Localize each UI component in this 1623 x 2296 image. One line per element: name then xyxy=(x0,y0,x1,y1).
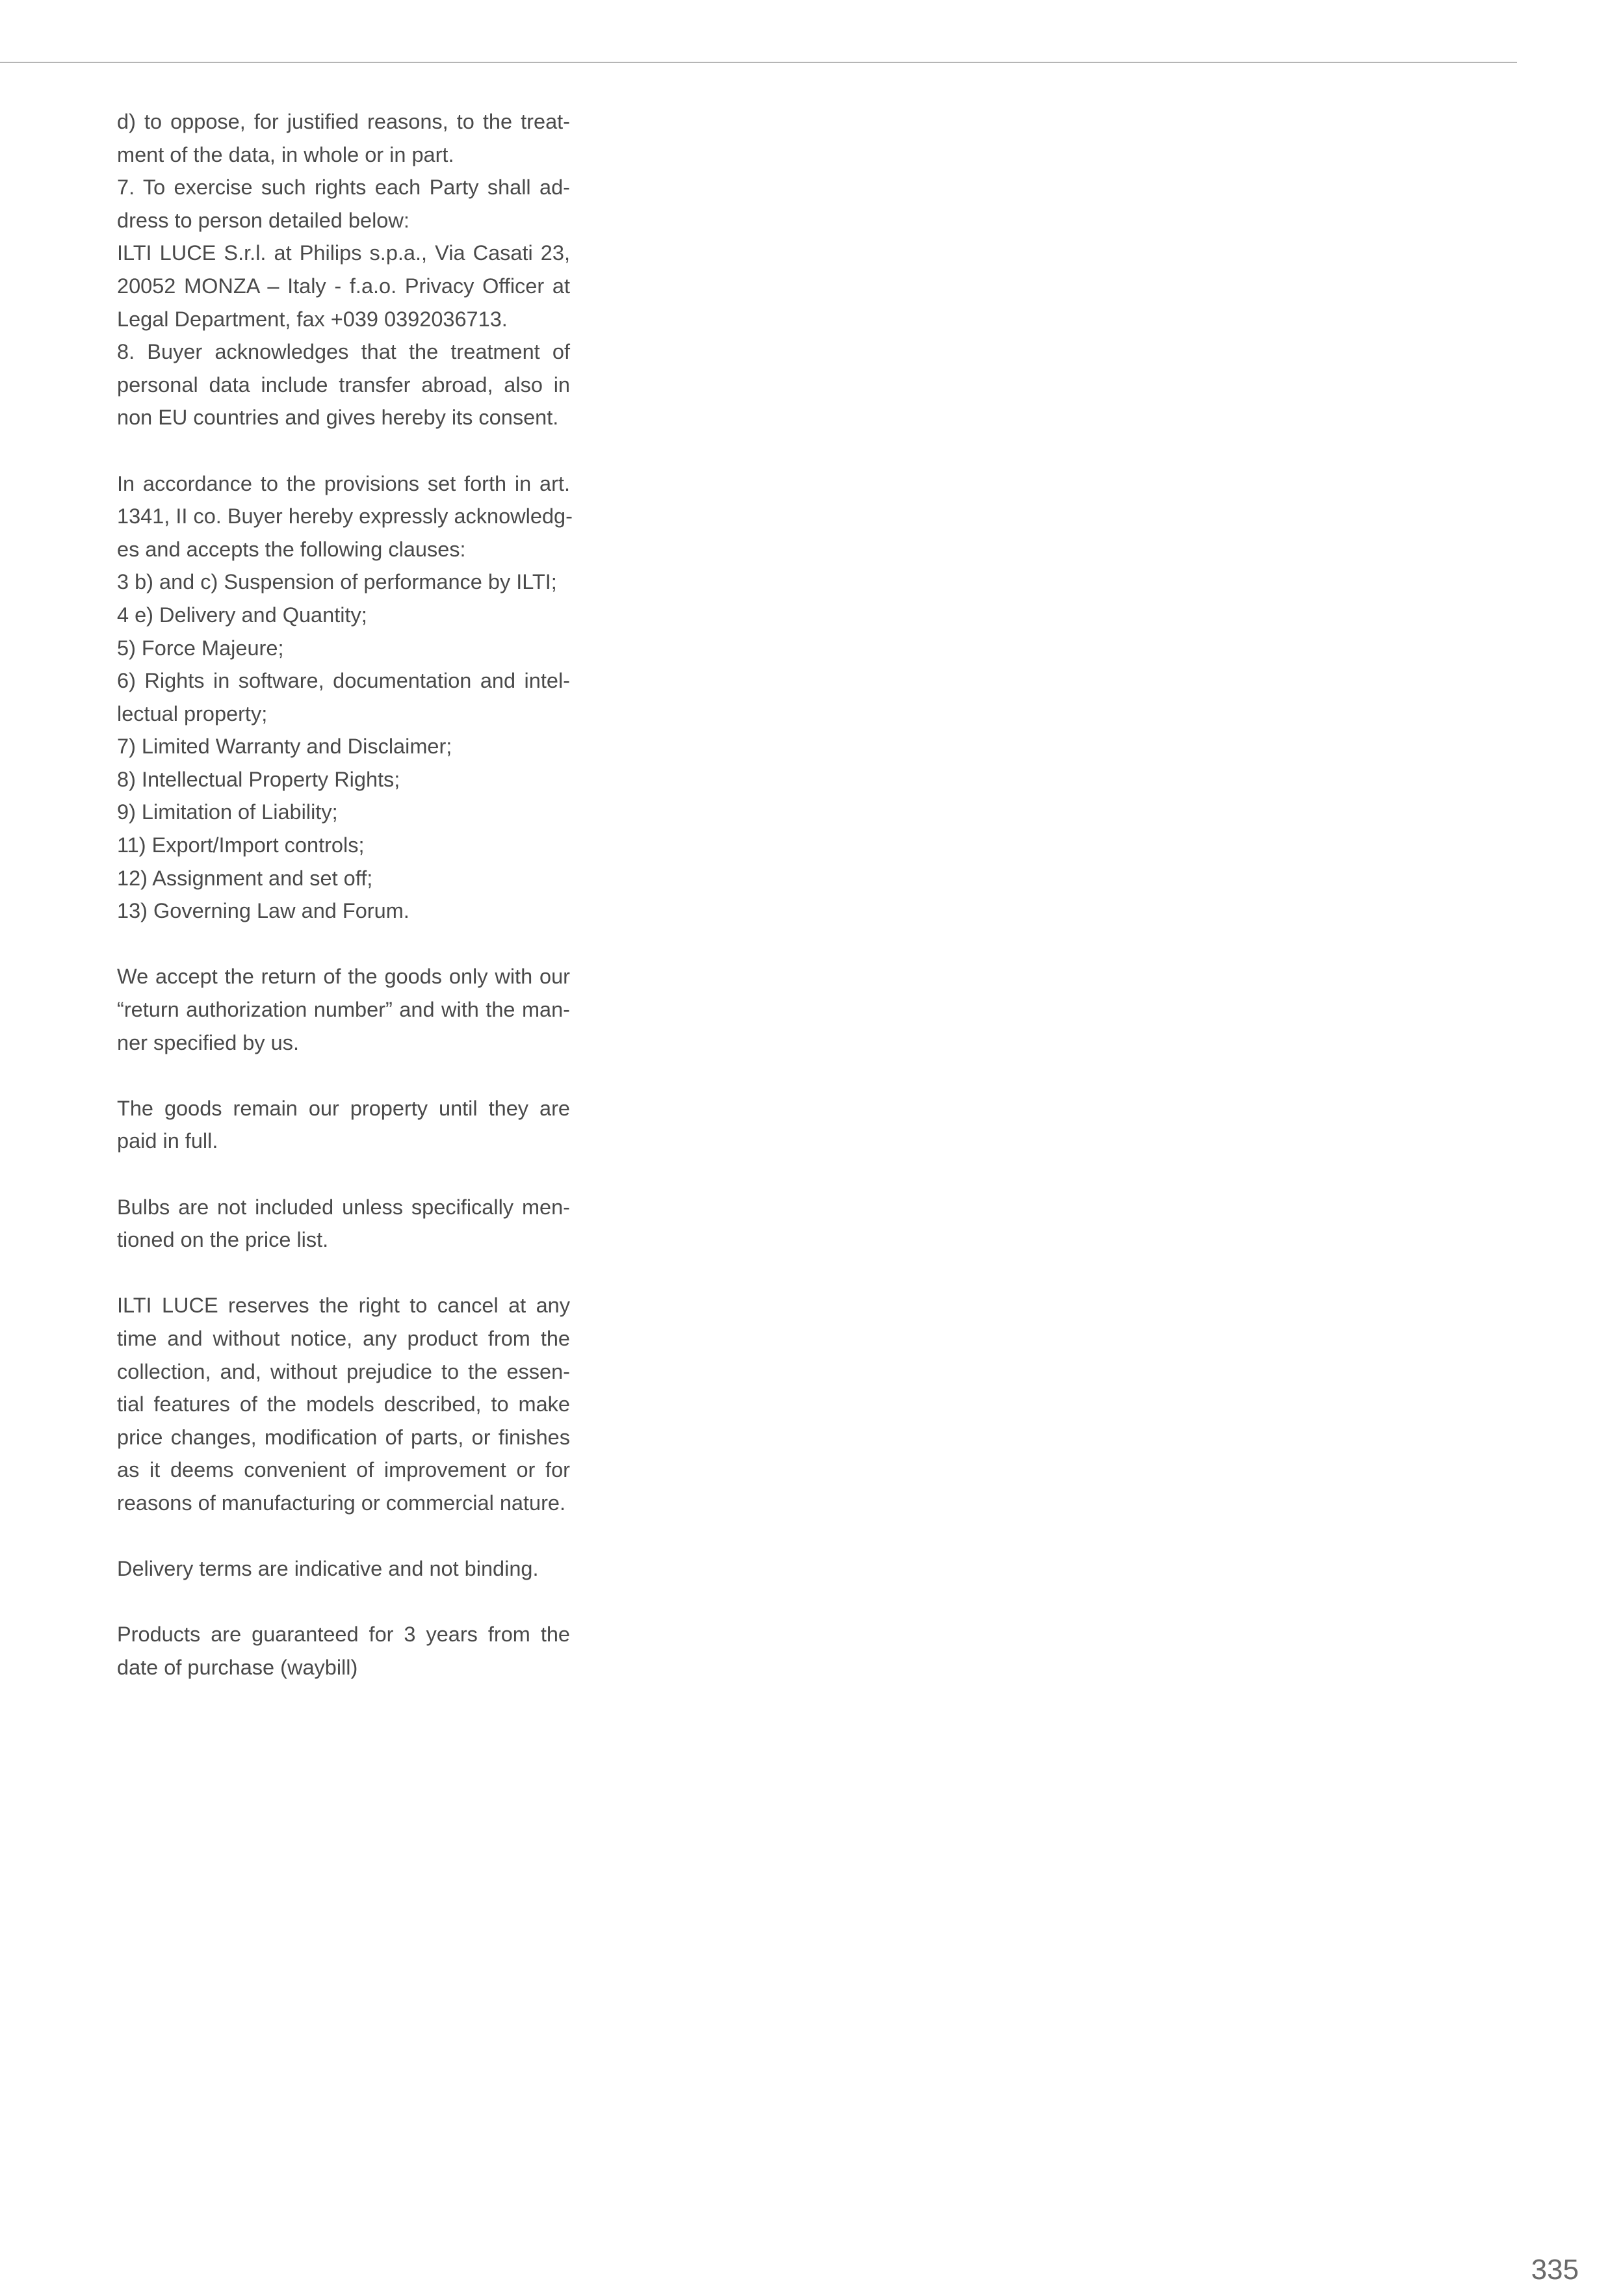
header-rule xyxy=(0,62,1517,63)
text-line: time and without notice, any product from the xyxy=(117,1326,570,1350)
text-line: 8) Intellectual Property Rights; xyxy=(117,767,400,791)
paragraph-gap xyxy=(117,434,570,467)
text-line: 5) Force Majeure; xyxy=(117,636,284,660)
paragraph-gap xyxy=(117,928,570,961)
text-line: 13) Governing Law and Forum. xyxy=(117,899,409,923)
text-line: Legal Department, fax +039 0392036713. xyxy=(117,307,508,331)
text-line: 9) Limitation of Liability; xyxy=(117,800,338,824)
text-line: 1341, II co. Buyer hereby expressly acknowledg- xyxy=(117,504,573,528)
text-line: Bulbs are not included unless specifically men- xyxy=(117,1195,570,1219)
text-line: dress to person detailed below: xyxy=(117,208,409,232)
text-line: 20052 MONZA – Italy - f.a.o. Privacy Officer at xyxy=(117,274,570,298)
text-line: price changes, modification of parts, or finishes xyxy=(117,1425,570,1449)
terms-text-column xyxy=(117,105,573,1684)
text-line: ner specified by us. xyxy=(117,1030,300,1054)
text-line: 7) Limited Warranty and Disclaimer; xyxy=(117,735,452,759)
text-line: date of purchase (waybill) xyxy=(117,1655,358,1679)
text-line: non EU countries and gives hereby its consent. xyxy=(117,406,559,430)
paragraph-gap xyxy=(117,1059,570,1092)
text-line: tioned on the price list. xyxy=(117,1228,329,1252)
text-line: “return authorization number” and with the man- xyxy=(117,998,570,1022)
paragraph-gap xyxy=(117,1585,570,1619)
text-line: as it deems convenient of improvement or for xyxy=(117,1458,570,1482)
paragraph-gap xyxy=(117,1520,570,1553)
text-line: paid in full. xyxy=(117,1129,218,1153)
text-line: ment of the data, in whole or in part. xyxy=(117,142,454,166)
paragraph-gap xyxy=(117,1257,570,1290)
text-line: 12) Assignment and set off; xyxy=(117,866,373,890)
text-line: collection, and, without prejudice to the essen- xyxy=(117,1359,570,1383)
text-line: ILTI LUCE reserves the right to cancel at any xyxy=(117,1294,570,1318)
text-line: 3 b) and c) Suspension of performance by ILTI; xyxy=(117,570,557,594)
text-line: 4 e) Delivery and Quantity; xyxy=(117,603,367,627)
text-line: Delivery terms are indicative and not binding. xyxy=(117,1557,539,1581)
text-line: 7. To exercise such rights each Party shall ad- xyxy=(117,176,570,200)
text-line: personal data include transfer abroad, also in xyxy=(117,372,570,397)
text-line: The goods remain our property until they are xyxy=(117,1096,570,1120)
text-line: 11) Export/Import controls; xyxy=(117,833,365,857)
text-line: es and accepts the following clauses: xyxy=(117,537,466,561)
text-line: tial features of the models described, to make xyxy=(117,1392,570,1416)
page-number: 335 xyxy=(1531,2254,1579,2286)
text-line: ILTI LUCE S.r.l. at Philips s.p.a., Via Casati 23, xyxy=(117,241,570,265)
text-line: 8. Buyer acknowledges that the treatment of xyxy=(117,340,570,364)
text-line: 6) Rights in software, documentation and intel- xyxy=(117,669,570,693)
text-line: Products are guaranteed for 3 years from the xyxy=(117,1623,570,1647)
text-line: reasons of manufacturing or commercial nature. xyxy=(117,1491,566,1515)
paragraph-gap xyxy=(117,1158,570,1191)
text-line: In accordance to the provisions set forth in art. xyxy=(117,471,570,495)
text-line: We accept the return of the goods only with our xyxy=(117,965,570,989)
text-line: lectual property; xyxy=(117,701,268,725)
text-line: d) to oppose, for justified reasons, to the treat- xyxy=(117,110,570,133)
